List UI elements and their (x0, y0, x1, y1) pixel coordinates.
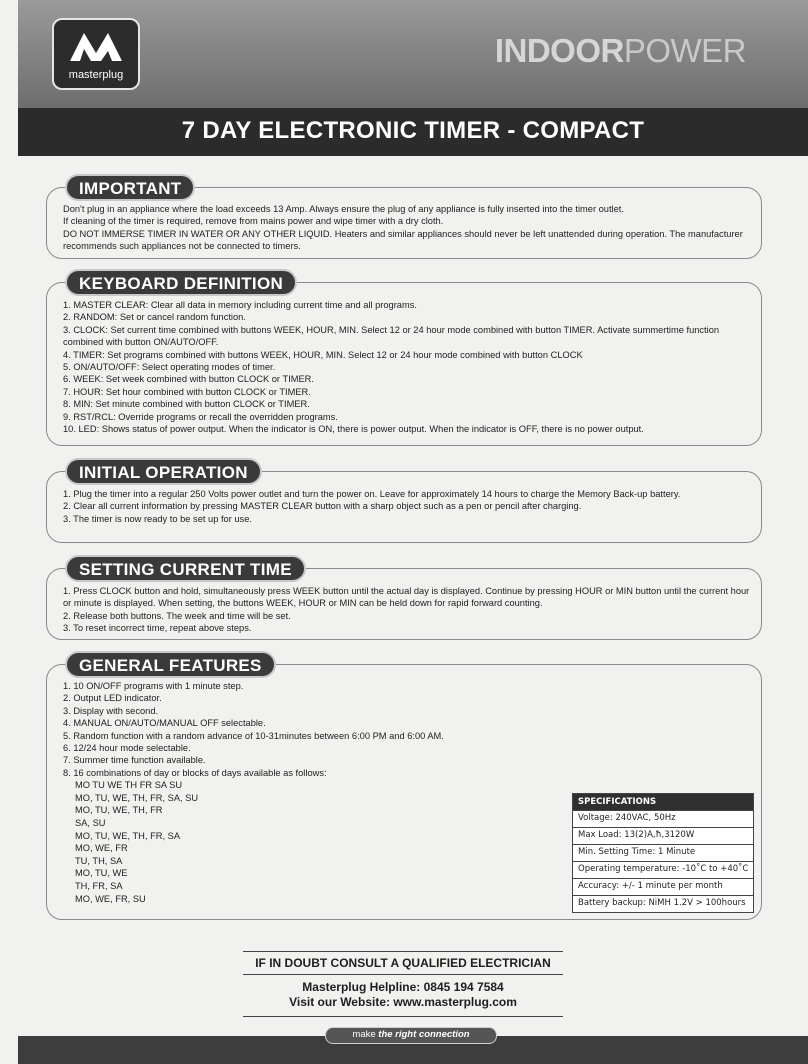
website-text: Visit our Website: www.masterplug.com (289, 995, 517, 1009)
combo-item: TU, TH, SA (75, 855, 123, 866)
list-item: 2. RANDOM: Set or cancel random function. (63, 312, 246, 323)
list-item: 6. WEEK: Set week combined with button CLOCK or TIMER. (63, 374, 314, 385)
combo-item: MO, TU, WE (75, 868, 128, 879)
list-item: 5. Random function with a random advance of 10-31minutes between 6:00 PM and 6:00 AM. (63, 730, 444, 741)
divider (243, 1016, 563, 1017)
tagline-pre: make (352, 1029, 376, 1040)
spec-row: Battery backup: NiMH 1.2V > 100hours (573, 895, 753, 912)
list-item: 4. MANUAL ON/AUTO/MANUAL OFF selectable. (63, 718, 266, 729)
brand-light: POWER (623, 32, 746, 69)
combo-item: SA, SU (75, 818, 106, 829)
list-item: 4. TIMER: Set programs combined with buttons WEEK, HOUR, MIN. Select 12 or 24 hour mode combined with button CLOCK (63, 349, 583, 360)
spec-row: Min. Setting Time: 1 Minute (573, 844, 753, 861)
list-item: 8. MIN: Set minute combined with button CLOCK or TIMER. (63, 399, 310, 410)
tagline-bold: the right connection (378, 1029, 470, 1040)
brand-bold: INDOOR (494, 32, 624, 69)
list-item: 2. Release both buttons. The week and time will be set. (63, 610, 291, 621)
features-list (63, 665, 751, 779)
keyboard-label: KEYBOARD DEFINITION (65, 269, 297, 296)
important-line: Don't plug in an appliance where the load exceeds 13 Amp. Always ensure the plug of any appliance is fully inserted into the timer outlet. (63, 204, 624, 214)
list-item: 9. RST/RCL: Override programs or recall the overridden programs. (63, 411, 338, 422)
logo-text: masterplug (68, 69, 124, 81)
mountain-logo-icon (68, 29, 124, 63)
list-item: 7. Summer time function available. (63, 755, 206, 766)
keyboard-section (46, 274, 762, 446)
list-item: 3. CLOCK: Set current time combined with buttons WEEK, HOUR, MIN. Select 12 or 24 hour mode combined with button TIMER. Activate summertime function combined with button ON/AUTO/OFF. (63, 324, 720, 348)
spec-row: Max Load: 13(2)A,ħ,3120W (573, 827, 753, 844)
list-item: 7. HOUR: Set hour combined with button CLOCK or TIMER. (63, 386, 311, 397)
list-item: 3. To reset incorrect time, repeat above steps. (63, 623, 252, 634)
spec-row: Accuracy: +/- 1 minute per month (573, 878, 753, 895)
list-item: 1. Press CLOCK button and hold, simultaneously press WEEK button until the actual day is displayed. Continue by pressing HOUR or MIN button until the current hour or minute is displayed. When setting, the buttons WEEK, HOUR or MIN can be held down for rapid forward counting. (63, 586, 750, 609)
list-item: 5. ON/AUTO/OFF: Select operating modes of timer. (63, 362, 276, 373)
list-item: 10. LED: Shows status of power output. When the indicator is ON, there is power output. When the indicator is OFF, there is no power output. (63, 424, 644, 435)
combo-item: MO, WE, FR (75, 843, 128, 854)
tagline-badge (325, 1027, 497, 1044)
list-item: 2. Clear all current information by pressing MASTER CLEAR button with a sharp object such as a pen or pencil after charging. (63, 501, 582, 512)
combo-item: MO TU WE TH FR SA SU (75, 780, 183, 791)
header-band (18, 0, 808, 108)
important-line: If cleaning of the timer is required, remove from mains power and wipe timer with a dry cloth. (63, 216, 444, 227)
list-item: 8. 16 combinations of day or blocks of days available as follows: (63, 767, 327, 778)
combo-item: MO, TU, WE, TH, FR, SA (75, 830, 181, 841)
title-bar (18, 108, 808, 156)
list-item: 1. MASTER CLEAR: Clear all data in memory including current time and all programs. (63, 300, 417, 310)
masterplug-logo (52, 18, 140, 90)
list-item: 2. Output LED indicator. (63, 693, 162, 704)
important-label: IMPORTANT (65, 174, 195, 201)
list-item: 3. The timer is now ready to be set up for use. (63, 513, 252, 524)
list-item: 3. Display with second. (63, 705, 159, 716)
helpline-text: Masterplug Helpline: 0845 194 7584 (302, 980, 504, 994)
current-time-label: SETTING CURRENT TIME (65, 555, 306, 582)
important-line: DO NOT IMMERSE TIMER IN WATER OR ANY OTHER LIQUID. Heaters and similar appliances should never be left unattended during operation. The manufacturer recommends such appliances not be connected to timers. (63, 228, 743, 252)
spec-row: Operating temperature: -10˚C to +40˚C (573, 861, 753, 878)
important-section (46, 179, 762, 259)
list-item: 6. 12/24 hour mode selectable. (63, 743, 191, 754)
initial-operation-label: INITIAL OPERATION (65, 458, 262, 485)
spec-row: Voltage: 240VAC, 50Hz (573, 810, 753, 827)
combo-item: MO, WE, FR, SU (75, 893, 146, 904)
specifications-table (572, 793, 754, 913)
features-label: GENERAL FEATURES (65, 651, 276, 678)
list-item: 1. 10 ON/OFF programs with 1 minute step. (63, 681, 244, 691)
specifications-title: SPECIFICATIONS (573, 794, 753, 810)
combo-item: MO, TU, WE, TH, FR, SA, SU (75, 792, 199, 803)
list-item: 1. Plug the timer into a regular 250 Volts power outlet and turn the power on. Leave for approximately 14 hours to charge the Memory Back-up battery. (63, 489, 681, 499)
current-time-section (46, 560, 762, 640)
electrician-advice: IF IN DOUBT CONSULT A QUALIFIED ELECTRICIAN (243, 951, 563, 975)
combo-item: TH, FR, SA (75, 881, 123, 891)
initial-operation-section (46, 463, 762, 543)
page-title: 7 DAY ELECTRONIC TIMER - COMPACT (181, 117, 645, 144)
keyboard-list (63, 283, 751, 435)
contact-block (243, 980, 563, 1010)
brand-indoor-power (495, 32, 746, 70)
combo-item: MO, TU, WE, TH, FR (75, 805, 163, 816)
